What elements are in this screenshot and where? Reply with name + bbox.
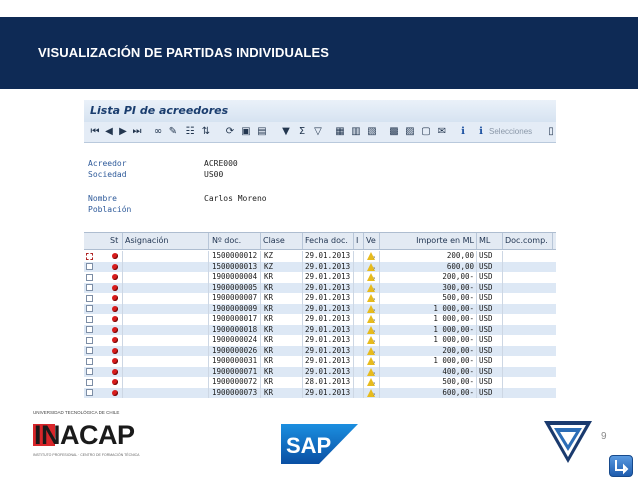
cell-doc-number: 1900000007 <box>212 293 258 302</box>
due-arrow-icon: › <box>373 369 376 377</box>
due-arrow-icon: › <box>373 390 376 398</box>
status-red-icon <box>112 295 118 301</box>
sociedad-value: US00 <box>204 170 224 179</box>
due-arrow-icon: › <box>373 254 376 261</box>
last-page-icon[interactable]: ⏭ <box>132 126 142 137</box>
due-arrow-icon: › <box>373 296 376 303</box>
slide-title: VISUALIZACIÓN DE PARTIDAS INDIVIDUALES <box>38 45 330 60</box>
cell-doc-type: KR <box>264 282 274 292</box>
row-select-checkbox[interactable] <box>86 326 93 333</box>
details-icon[interactable]: ▩ <box>389 126 399 137</box>
cell-currency: USD <box>479 261 493 271</box>
choose-layout-icon[interactable]: ▧ <box>367 126 377 137</box>
sap-title-bar <box>84 100 556 122</box>
cell-doc-type: KR <box>264 345 274 355</box>
table-row[interactable] <box>84 304 556 315</box>
next-page-icon[interactable]: ▶ <box>119 126 127 137</box>
cell-doc-type: KR <box>264 377 274 386</box>
cell-doc-date: 29.01.2013 <box>305 387 351 397</box>
cell-doc-number: 1500000013 <box>212 261 258 271</box>
cell-doc-type: KR <box>264 314 274 323</box>
due-arrow-icon: › <box>373 327 376 335</box>
doc-icon[interactable]: ▯ <box>548 126 554 137</box>
table-row[interactable] <box>84 356 556 367</box>
cell-currency: USD <box>479 251 493 260</box>
change-layout-icon[interactable]: ▥ <box>351 126 361 137</box>
status-red-icon <box>112 306 118 312</box>
due-arrow-icon: › <box>373 306 376 314</box>
cell-doc-number: 1900000024 <box>212 335 258 344</box>
cell-doc-number: 1900000009 <box>212 303 258 313</box>
cell-currency: USD <box>479 272 493 281</box>
layout-icon[interactable]: ☷ <box>185 126 195 137</box>
status-red-icon <box>112 253 118 259</box>
col-clase[interactable]: Clase <box>263 236 285 245</box>
folder-icon[interactable]: ▢ <box>421 126 431 137</box>
row-select-checkbox[interactable] <box>86 316 93 323</box>
due-arrow-icon: › <box>373 275 376 282</box>
col-i[interactable]: I <box>356 236 359 245</box>
cell-doc-number: 1900000017 <box>212 314 258 323</box>
first-page-icon[interactable]: ⏮ <box>90 126 100 137</box>
cell-doc-date: 29.01.2013 <box>305 356 351 365</box>
cell-currency: USD <box>479 366 493 376</box>
poblacion-label: Población <box>88 205 132 214</box>
table-row[interactable] <box>84 367 556 378</box>
row-select-checkbox[interactable] <box>86 347 93 354</box>
cell-doc-type: KR <box>264 387 274 397</box>
sap-window-title: Lista PI de acreedores <box>90 104 229 117</box>
cell-amount: 1 000,00- <box>433 335 474 344</box>
cell-amount: 1 000,00- <box>433 314 474 323</box>
status-red-icon <box>112 369 118 375</box>
row-select-checkbox[interactable] <box>86 274 93 281</box>
sociedad-label: Sociedad <box>88 170 127 179</box>
table-row[interactable] <box>84 293 556 304</box>
table-row[interactable] <box>84 388 556 399</box>
cell-doc-number: 1900000018 <box>212 324 258 334</box>
cell-amount: 300,00- <box>442 282 474 292</box>
table-row[interactable] <box>84 251 556 262</box>
due-arrow-icon: › <box>373 380 376 387</box>
cell-amount: 200,00- <box>442 345 474 355</box>
mail-icon[interactable]: ✉ <box>437 126 447 137</box>
status-red-icon <box>112 337 118 343</box>
cell-doc-date: 29.01.2013 <box>305 251 351 260</box>
due-arrow-icon: › <box>373 348 376 356</box>
table-row[interactable] <box>84 314 556 325</box>
save-icon[interactable]: ▣ <box>241 126 251 137</box>
cell-doc-type: KR <box>264 272 274 281</box>
cell-amount: 1 000,00- <box>433 303 474 313</box>
status-red-icon <box>112 327 118 333</box>
cell-currency: USD <box>479 303 493 313</box>
col-ndoc[interactable]: Nº doc. <box>212 236 242 245</box>
cell-doc-number: 1900000073 <box>212 387 258 397</box>
due-arrow-icon: › <box>373 338 376 345</box>
sap-window <box>84 100 556 410</box>
cell-doc-type: KR <box>264 356 274 365</box>
due-arrow-icon: › <box>373 285 376 293</box>
grid-column-header <box>84 232 556 250</box>
cell-amount: 600,00 <box>446 261 474 271</box>
cell-doc-date: 29.01.2013 <box>305 282 351 292</box>
cell-doc-number: 1900000026 <box>212 345 258 355</box>
inacap-subtitle: INSTITUTO PROFESIONAL · CENTRO DE FORMACIÓN TÉCNICA <box>33 453 140 457</box>
export-icon[interactable]: ▤ <box>257 126 267 137</box>
due-arrow-icon: › <box>373 359 376 366</box>
grid-icon[interactable]: ▦ <box>335 126 345 137</box>
filter-icon[interactable]: ▼ <box>282 126 290 137</box>
cell-currency: USD <box>479 282 493 292</box>
cell-doc-date: 29.01.2013 <box>305 293 351 302</box>
cell-currency: USD <box>479 345 493 355</box>
sap-logo-text: SAP <box>286 433 332 458</box>
cell-doc-number: 1900000005 <box>212 282 258 292</box>
row-select-checkbox[interactable] <box>86 284 93 291</box>
cell-doc-date: 29.01.2013 <box>305 366 351 376</box>
row-select-checkbox[interactable] <box>86 253 93 260</box>
cell-doc-number: 1500000012 <box>212 251 258 260</box>
cell-amount: 600,00- <box>442 387 474 397</box>
nombre-value: Carlos Moreno <box>204 194 267 203</box>
table-row[interactable] <box>84 325 556 336</box>
table-row[interactable] <box>84 335 556 346</box>
cell-doc-type: KR <box>264 324 274 334</box>
nombre-label: Nombre <box>88 194 117 203</box>
vendor-header <box>84 143 556 229</box>
cell-doc-date: 29.01.2013 <box>305 261 351 271</box>
cell-currency: USD <box>479 324 493 334</box>
row-select-checkbox[interactable] <box>86 389 93 396</box>
info-icon[interactable]: ℹ <box>461 126 465 137</box>
col-asignacion[interactable]: Asignación <box>125 236 169 245</box>
status-red-icon <box>112 274 118 280</box>
table-row[interactable] <box>84 262 556 273</box>
back-nav-button[interactable] <box>609 455 633 477</box>
prev-page-icon[interactable]: ◀ <box>105 126 113 137</box>
row-select-checkbox[interactable] <box>86 337 93 344</box>
institution-emblem-icon <box>544 419 592 463</box>
cell-doc-number: 1900000071 <box>212 366 258 376</box>
row-select-checkbox[interactable] <box>86 305 93 312</box>
cell-currency: USD <box>479 293 493 302</box>
cell-doc-date: 29.01.2013 <box>305 272 351 281</box>
refresh-icon[interactable]: ⟳ <box>225 126 235 137</box>
table-row[interactable] <box>84 346 556 357</box>
cell-currency: USD <box>479 356 493 365</box>
cell-doc-date: 29.01.2013 <box>305 345 351 355</box>
cell-amount: 200,00 <box>446 251 474 260</box>
row-select-checkbox[interactable] <box>86 263 93 270</box>
sap-logo <box>281 424 358 464</box>
sum-icon[interactable]: Σ <box>298 126 306 137</box>
col-doccomp[interactable]: Doc.comp. <box>505 236 548 245</box>
col-fecha[interactable]: Fecha doc. <box>305 236 348 245</box>
row-select-checkbox[interactable] <box>86 379 93 386</box>
tree-icon[interactable]: ▨ <box>405 126 415 137</box>
info-sel-icon[interactable]: ℹ <box>479 126 483 137</box>
col-st[interactable]: St <box>110 236 119 245</box>
table-row[interactable] <box>84 272 556 283</box>
inacap-tagline: UNIVERSIDAD TECNOLÓGICA DE CHILE <box>33 410 120 415</box>
cell-amount: 400,00- <box>442 366 474 376</box>
inacap-wordmark: INACAP <box>34 420 135 450</box>
return-arrow-icon <box>610 456 632 476</box>
col-ve[interactable]: Ve <box>366 236 376 245</box>
cell-doc-type: KZ <box>264 251 274 260</box>
col-ml[interactable]: ML <box>479 236 491 245</box>
acreedor-value: ACRE000 <box>204 159 238 168</box>
cell-amount: 500,00- <box>442 293 474 302</box>
status-red-icon <box>112 264 118 270</box>
cell-doc-date: 29.01.2013 <box>305 314 351 323</box>
status-red-icon <box>112 316 118 322</box>
cell-amount: 200,00- <box>442 272 474 281</box>
page-number: 9 <box>601 431 607 442</box>
acreedor-label: Acreedor <box>88 159 127 168</box>
row-select-checkbox[interactable] <box>86 368 93 375</box>
row-select-checkbox[interactable] <box>86 295 93 302</box>
cell-amount: 1 000,00- <box>433 356 474 365</box>
cell-doc-type: KR <box>264 335 274 344</box>
table-row[interactable] <box>84 283 556 294</box>
col-importe[interactable]: Importe en ML <box>416 236 474 245</box>
due-arrow-icon: › <box>373 317 376 324</box>
cell-doc-type: KR <box>264 293 274 302</box>
cell-doc-date: 29.01.2013 <box>305 324 351 334</box>
status-red-icon <box>112 358 118 364</box>
cell-doc-number: 1900000004 <box>212 272 258 281</box>
cell-doc-type: KZ <box>264 261 274 271</box>
status-red-icon <box>112 390 118 396</box>
selections-button[interactable]: Selecciones <box>489 127 533 136</box>
row-select-checkbox[interactable] <box>86 358 93 365</box>
cell-currency: USD <box>479 314 493 323</box>
cell-doc-type: KR <box>264 303 274 313</box>
pencil-icon[interactable]: ✎ <box>168 126 178 137</box>
cell-doc-type: KR <box>264 366 274 376</box>
status-red-icon <box>112 348 118 354</box>
status-red-icon <box>112 379 118 385</box>
sort-icon[interactable]: ⇅ <box>201 126 211 137</box>
cell-currency: USD <box>479 387 493 397</box>
glasses-icon[interactable]: ∞ <box>153 126 163 137</box>
cell-doc-number: 1900000031 <box>212 356 258 365</box>
sap-toolbar <box>84 122 556 143</box>
subtotal-icon[interactable]: ▽ <box>314 126 322 137</box>
cell-doc-date: 29.01.2013 <box>305 335 351 344</box>
cell-doc-number: 1900000072 <box>212 377 258 386</box>
cell-doc-date: 29.01.2013 <box>305 303 351 313</box>
cell-currency: USD <box>479 377 493 386</box>
cell-currency: USD <box>479 335 493 344</box>
cell-amount: 500,00- <box>442 377 474 386</box>
cell-doc-date: 28.01.2013 <box>305 377 351 386</box>
grid-rows <box>84 251 556 398</box>
cell-amount: 1 000,00- <box>433 324 474 334</box>
table-row[interactable] <box>84 377 556 388</box>
due-arrow-icon: › <box>373 264 376 272</box>
status-red-icon <box>112 285 118 291</box>
